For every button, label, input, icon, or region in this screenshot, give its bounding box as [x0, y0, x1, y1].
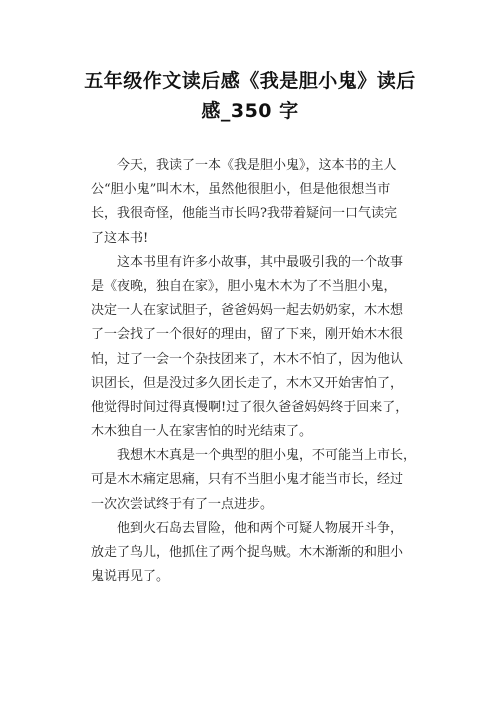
title-line: 感_350 字	[201, 100, 299, 122]
text-line: 他到火石岛去冒险，他和两个可疑人物展开斗争，	[117, 520, 404, 536]
text-line: 了一会找了一个很好的理由，留了下来，刚开始木木很	[91, 327, 404, 343]
text-line: 今天，我读了一本《我是胆小鬼》，这本书的主人	[117, 158, 397, 173]
text-line: 是《夜晚，独自在家》，胆小鬼木木为了不当胆小鬼，	[91, 278, 397, 294]
text-line: 鬼说再见了。	[91, 569, 170, 585]
text-line: 可是木木痛定思痛，只有不当胆小鬼才能当市长，经过	[91, 472, 404, 488]
paragraph-1	[91, 154, 421, 251]
text-line: 决定一人在家试胆子，爸爸妈妈一起去奶奶家，木木想	[91, 303, 404, 319]
paragraph-4	[91, 517, 421, 590]
text-line: 木木独自一人在家害怕的时光结束了。	[91, 424, 313, 440]
text-line: 一次次尝试终于有了一点进步。	[91, 496, 274, 512]
text-line: 公“胆小鬼”叫木木，虽然他很胆小，但是他很想当市	[91, 182, 391, 198]
text-line: 他觉得时间过得真慢啊!过了很久爸爸妈妈终于回来了，	[91, 399, 409, 415]
text-line: 了这本书!	[91, 230, 149, 246]
document-title	[80, 66, 420, 126]
text-line: 长，我很奇怪，他能当市长吗?我带着疑问一口气读完	[91, 206, 397, 222]
text-line: 怕，过了一会一个杂技团来了，木木不怕了，因为他认	[91, 351, 404, 367]
document-body	[91, 154, 421, 589]
text-line: 识团长，但是没过多久团长走了，木木又开始害怕了，	[91, 375, 404, 391]
text-line: 放走了鸟儿，他抓住了两个捉鸟贼。木木渐渐的和胆小	[91, 545, 404, 560]
paragraph-3	[91, 444, 421, 517]
text-line: 我想木木真是一个典型的胆小鬼，不可能当上市长，	[117, 448, 417, 464]
text-line: 这本书里有许多小故事，其中最吸引我的一个故事	[117, 254, 404, 270]
paragraph-2	[91, 251, 421, 445]
title-line: 五年级作文读后感《我是胆小鬼》读后	[84, 70, 416, 92]
